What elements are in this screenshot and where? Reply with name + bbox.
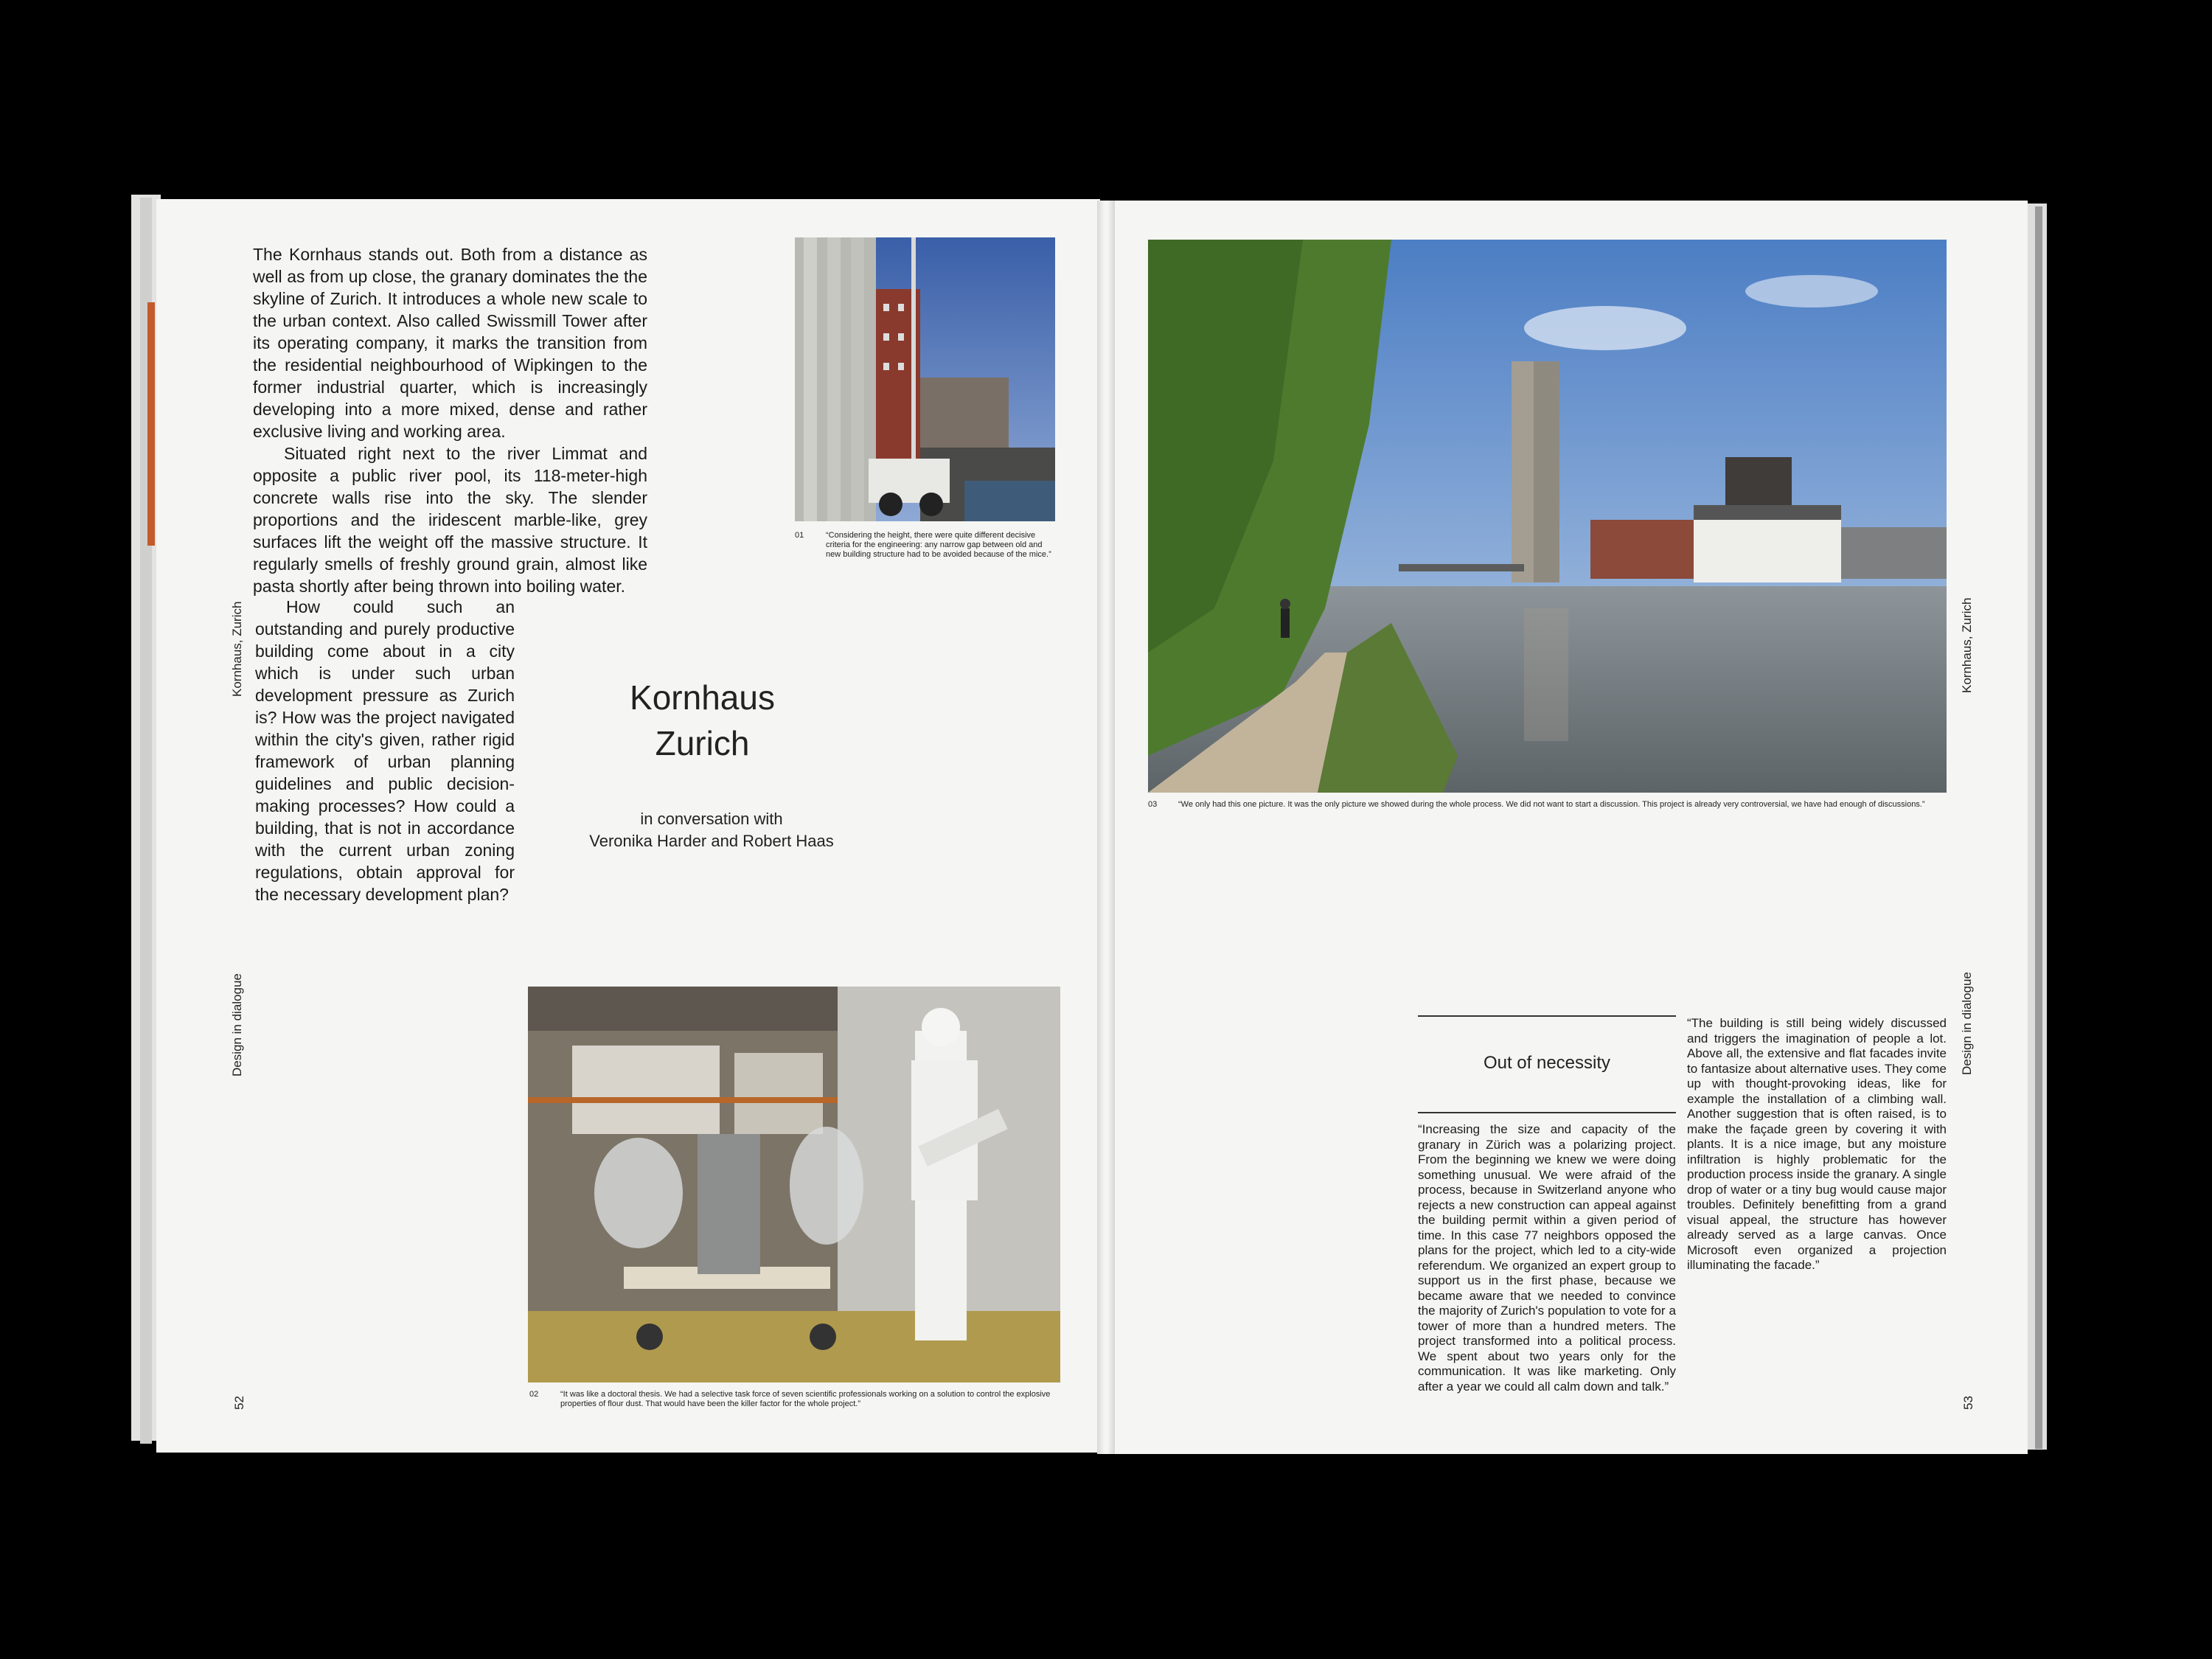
running-head-left-top: Kornhaus, Zurich	[230, 601, 244, 697]
intro-paragraph-2: Situated right next to the river Limmat and opposite a public river pool, its 118-meter-high concrete walls rise into the sky. The slender proportions and the iridescent marble-like, grey surfaces lift the weight off the massive structure. It regularly smells of freshly ground grain, almost like pasta shortly after being thrown into boiling water.	[253, 444, 647, 596]
figure-1-caption: “Considering the height, there were quite different decisive criteria for the engineering: any narrow gap between old and new building structure had to be avoided because of the mice.”	[826, 531, 1051, 559]
figure-2-photo	[528, 987, 1060, 1382]
figure-1-photo	[795, 237, 1055, 521]
section-rule-top	[1418, 1015, 1676, 1017]
river-tower-image	[1148, 240, 1947, 793]
intro-paragraph-3: How could such an outstanding and purely productive building come about in a city which is under such urban development pressure as Zurich is? How was the project navigated within the city's given, rather rigid framework of urban planning guidelines and public decision-making processes? How could a building, that is not in accordance with the current urban zoning regulations, obtain approval for the necessary development plan?	[255, 597, 515, 904]
running-head-left-bottom: Design in dialogue	[230, 973, 244, 1077]
figure-2-caption: “It was like a doctoral thesis. We had a selective task force of seven scientific professionals working on a solution to control the explosive properties of flour dust. That would have been the killer factor for the whole project.”	[560, 1390, 1051, 1408]
intro-text-bottom	[255, 596, 515, 905]
page-number-left: 52	[232, 1396, 246, 1410]
intro-paragraph-1: The Kornhaus stands out. Both from a distance as well as from up close, the granary dominates the the skyline of Zurich. It introduces a whole new scale to the urban context. Also called Swissmill Tower after its operating company, it marks the transition from the residential neighbourhood of Wipkingen to the former industrial quarter, which is increasingly developing into a more mixed, dense and rather exclusive living and working area.	[253, 245, 647, 441]
article-title-line2: Zurich	[655, 724, 750, 762]
intro-text-top	[253, 243, 647, 597]
page-number-right: 53	[1961, 1396, 1975, 1410]
section-heading: Out of necessity	[1483, 1053, 1611, 1073]
article-title-line1: Kornhaus	[630, 678, 775, 717]
interview-column-1: “Increasing the size and capacity of the granary in Zürich was a polarizing project. From the beginning we knew we were doing something unusual. We were afraid of the process, because in Switzerland anyone who rejects a new construction can appeal against the building permit within a given period of time. In this case 77 neighbors opposed the plans for the project, which led to a city-wide referendum. We organized an expert group to support us in the first phase, because we became aware that we needed to convince the majority of Zurich's population to vote for a tower of more than a hundred meters. The project transformed into a political process. We spent about two years only for the communication. It was like marketing. Only after a year we could all calm down and talk.”	[1418, 1122, 1676, 1394]
figure-3-photo	[1148, 240, 1947, 793]
article-subtitle-line2: Veronika Harder and Robert Haas	[589, 832, 834, 850]
book-edge-right-inner	[2035, 206, 2042, 1449]
running-head-right-top: Kornhaus, Zurich	[1960, 597, 1974, 693]
page-edge-accent	[147, 302, 155, 546]
interview-column-2: “The building is still being widely discussed and triggers the imagination of people a lot. Above all, the extensive and flat facades invite to fantasize about alternative uses. They come up with thought-provoking ideas, like for example the installation of a climbing wall. Another suggestion that is often raised, is to make the façade green by covering it with plants. It is a nice image, but any moisture infiltration is highly problematic for the production process inside the granary. A single drop of water or a tiny bug would cause major troubles. Definitely benefitting from a grand visual appeal, the structure has however already served as a large canvas. Once Microsoft even organized a projection illuminating the facade.”	[1687, 1016, 1947, 1272]
running-head-right-bottom: Design in dialogue	[1960, 972, 1974, 1075]
figure-3-caption: “We only had this one picture. It was the only picture we showed during the whole process. We did not want to start a discussion. This project is already very controversial, we have had enough of discussions.”	[1178, 800, 1925, 809]
mill-worker-image	[528, 987, 1060, 1382]
figure-1-number: 01	[795, 531, 804, 540]
figure-2-number: 02	[529, 1390, 539, 1399]
section-rule-bottom	[1418, 1112, 1676, 1113]
silo-construction-image	[795, 237, 1055, 521]
article-subtitle-line1: in conversation with	[640, 810, 783, 828]
article-title	[575, 675, 830, 766]
book-gutter	[1097, 201, 1115, 1454]
article-subtitle	[560, 808, 863, 852]
figure-3-number: 03	[1148, 800, 1158, 809]
